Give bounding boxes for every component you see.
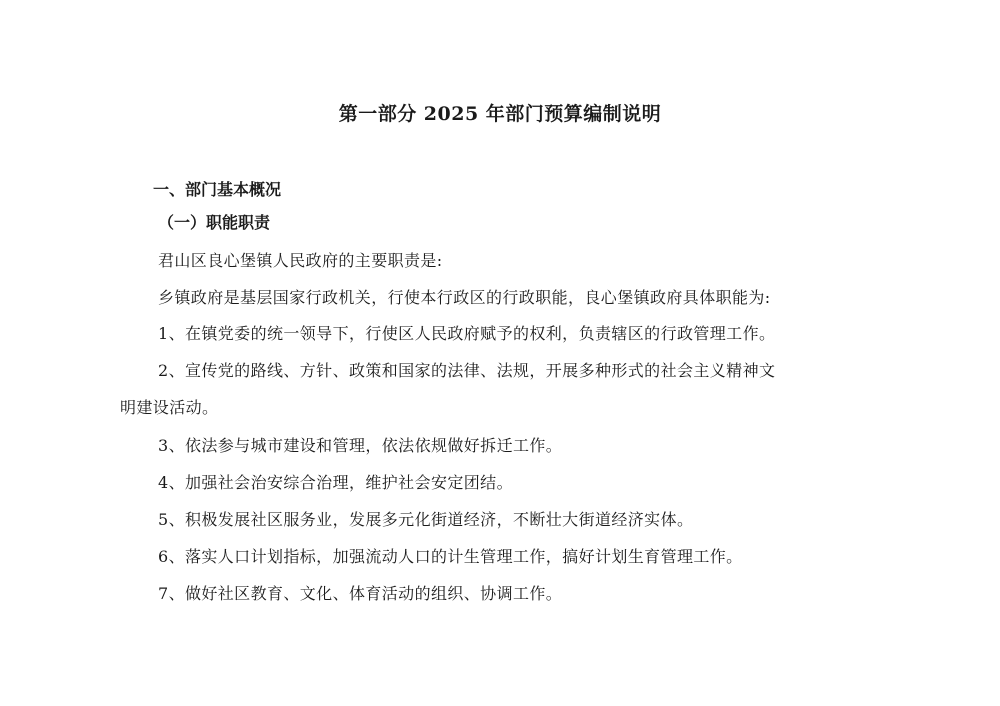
subsection-heading: （一）职能职责	[158, 213, 271, 232]
duty-item-5: 5、积极发展社区服务业，发展多元化街道经济，不断壮大街道经济实体。	[158, 510, 694, 529]
duty-item-2: 2、宣传党的路线、方针、政策和国家的法律、法规，开展多种形式的社会主义精神文	[158, 361, 776, 380]
duty-item-2-continued: 明建设活动。	[120, 398, 219, 417]
duty-item-7: 7、做好社区教育、文化、体育活动的组织、协调工作。	[158, 584, 563, 603]
page-title: 第一部分 2025 年部门预算编制说明	[338, 103, 662, 125]
duty-item-3: 3、依法参与城市建设和管理，依法依规做好拆迁工作。	[158, 436, 563, 455]
duty-item-4: 4、加强社会治安综合治理，维护社会安定团结。	[158, 473, 513, 492]
duty-item-6: 6、落实人口计划指标，加强流动人口的计生管理工作，搞好计划生育管理工作。	[158, 547, 743, 566]
duty-item-1: 1、在镇党委的统一领导下，行使区人民政府赋予的权利，负责辖区的行政管理工作。	[158, 324, 776, 343]
intro-paragraph: 君山区良心堡镇人民政府的主要职责是:	[158, 251, 443, 270]
section-heading: 一、部门基本概况	[153, 180, 282, 199]
lead-paragraph: 乡镇政府是基层国家行政机关，行使本行政区的行政职能，良心堡镇政府具体职能为:	[158, 288, 771, 307]
